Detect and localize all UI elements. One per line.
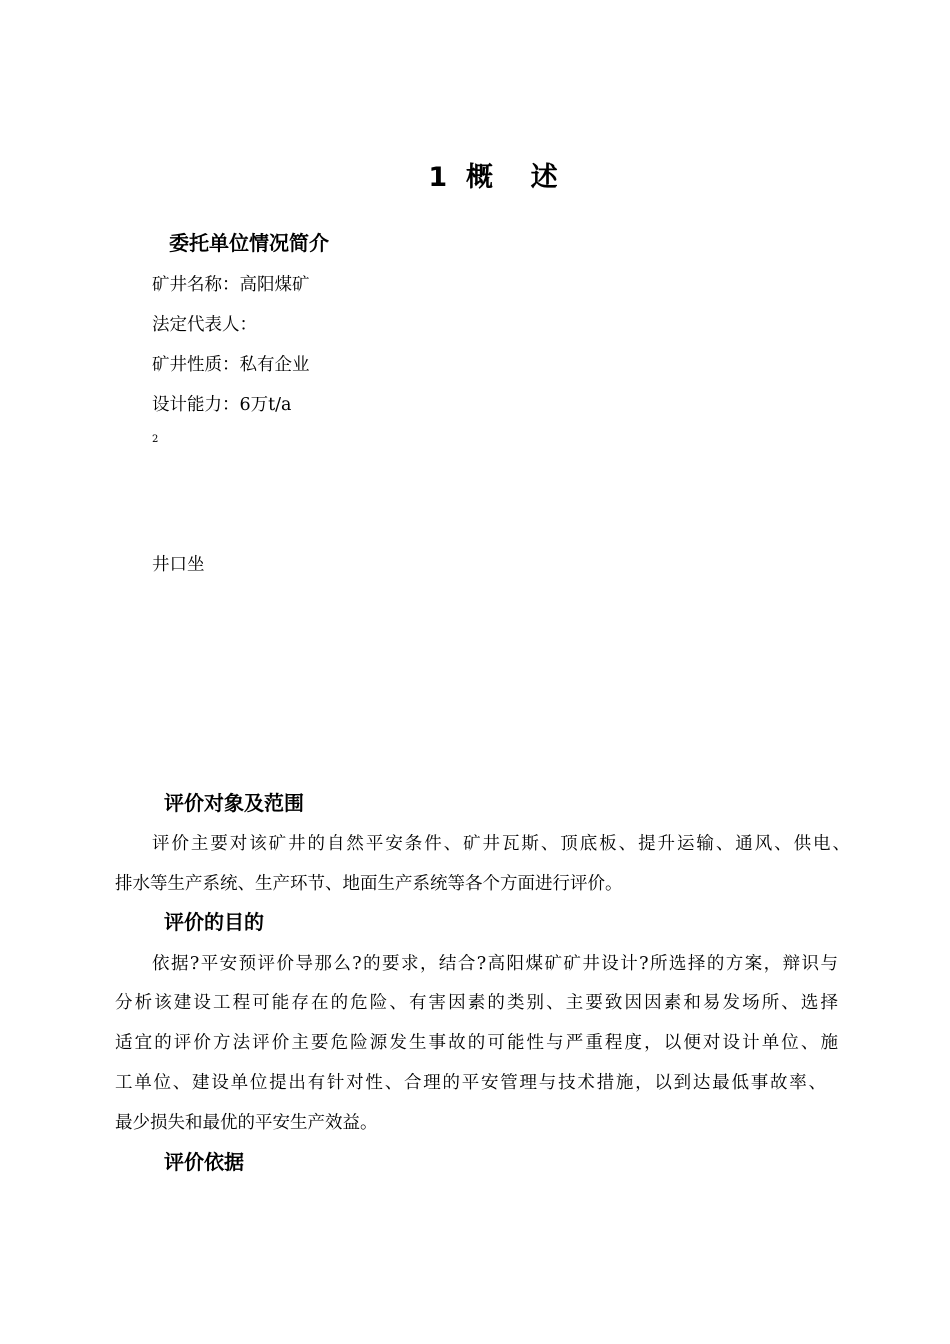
field-design-capacity: 设计能力：6万t/a xyxy=(152,395,292,415)
section-heading-basis: 评价依据 xyxy=(164,1150,244,1174)
field-legal-representative: 法定代表人： xyxy=(152,315,257,335)
field-mine-nature: 矿井性质：私有企业 xyxy=(152,355,310,375)
field-mine-name: 矿井名称：高阳煤矿 xyxy=(152,275,310,295)
paragraph-line: 排水等生产系统、生产环节、地面生产系统等各个方面进行评价。 xyxy=(115,874,623,894)
paragraph-line: 依据?平安预评价导那么?的要求，结合?高阳煤矿矿井设计?所选择的方案，辩识与 xyxy=(152,954,838,974)
chapter-title: 1 概 述 xyxy=(428,162,558,193)
section-heading-client-intro: 委托单位情况简介 xyxy=(169,231,329,255)
paragraph-line: 最少损失和最优的平安生产效益。 xyxy=(115,1113,378,1133)
section-heading-scope: 评价对象及范围 xyxy=(164,791,304,815)
paragraph-line: 评价主要对该矿井的自然平安条件、矿井瓦斯、顶底板、提升运输、通风、供电、 xyxy=(152,834,850,854)
superscript-note: 2 xyxy=(152,434,159,445)
paragraph-line: 分析该建设工程可能存在的危险、有害因素的类别、主要致因因素和易发场所、选择 xyxy=(115,993,838,1013)
paragraph-line: 工单位、建设单位提出有针对性、合理的平安管理与技术措施，以到达最低事故率、 xyxy=(115,1073,826,1093)
section-heading-purpose: 评价的目的 xyxy=(164,910,264,934)
paragraph-line: 适宜的评价方法评价主要危险源发生事故的可能性与严重程度，以便对设计单位、施 xyxy=(115,1033,838,1053)
field-shaft-location: 井口坐 xyxy=(152,555,205,575)
